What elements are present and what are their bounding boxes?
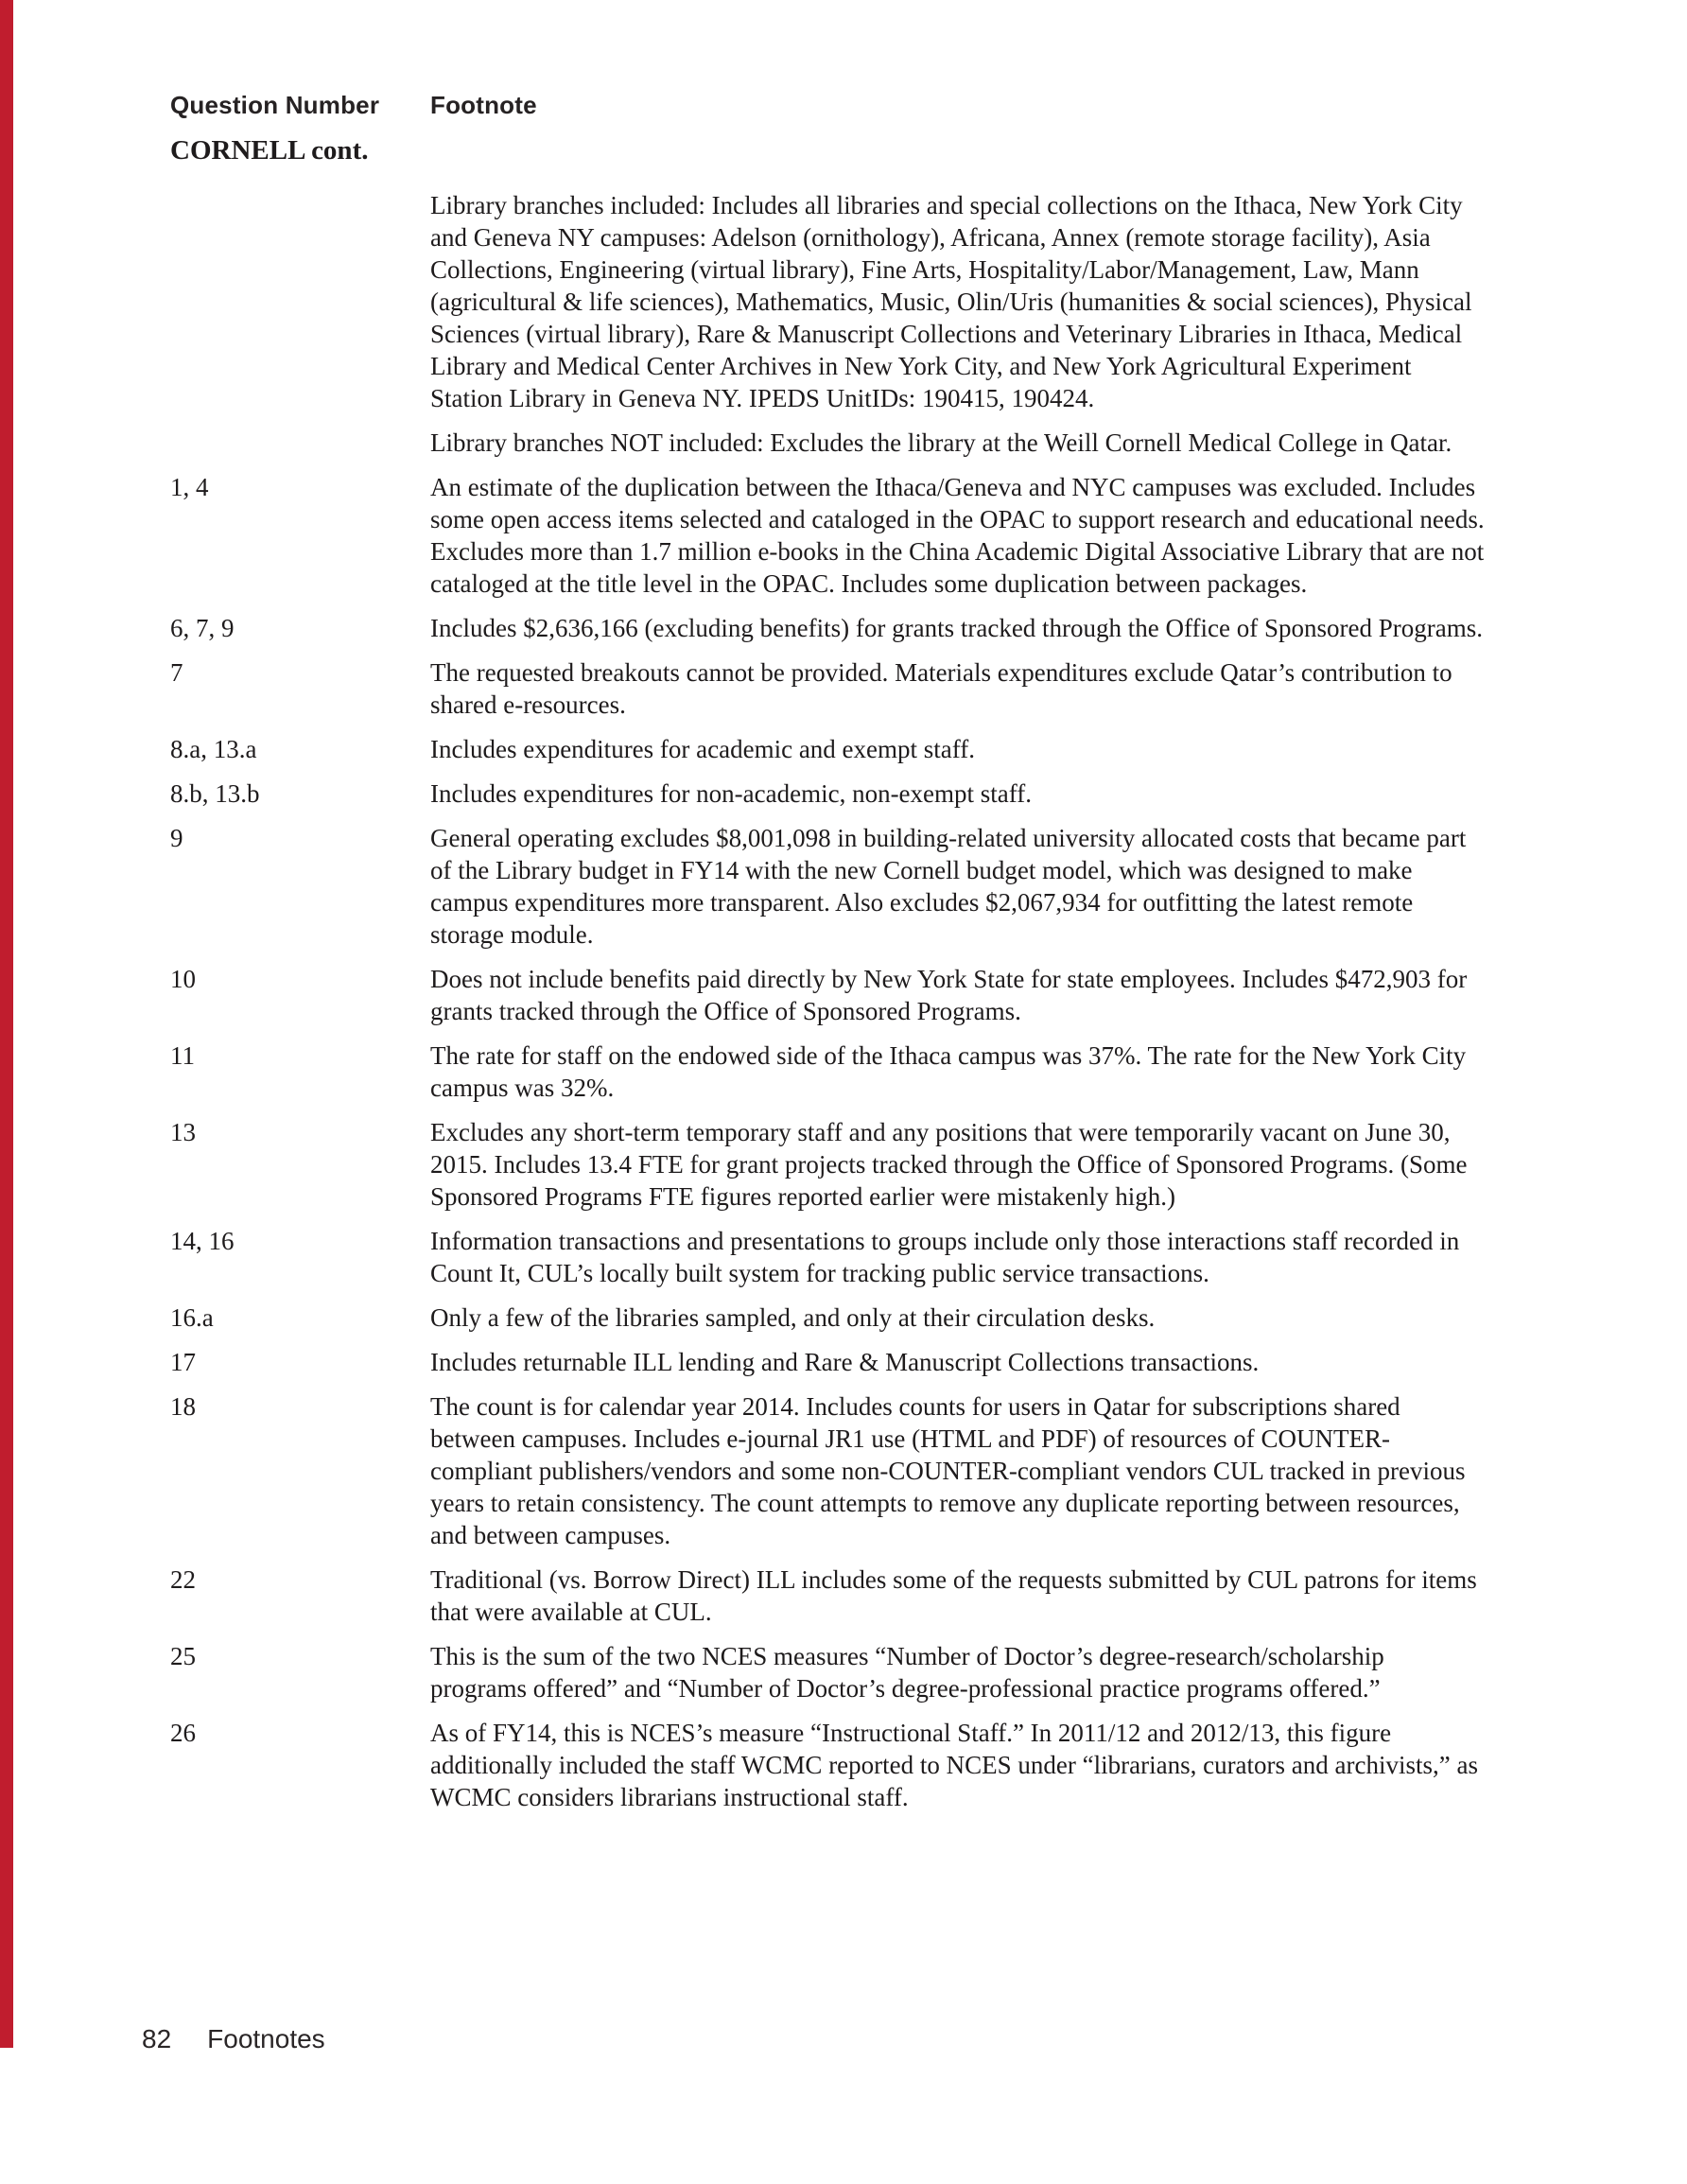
question-number-cell: 13: [170, 1118, 196, 1146]
footnote-text: As of FY14, this is NCES’s measure “Instructional Staff.” In 2011/12 and 2012/13, this figure additionally included the staff WCMC reported to NCES under “librarians, curators and archivists,” as WCMC considers librarians instructional staff.: [430, 1719, 1478, 1811]
footnote-text: Excludes any short-term temporary staff and any positions that were temporarily vacant on June 30, 2015. Includes 13.4 FTE for grant projects tracked through the Office of Sponsored Programs. (Some Sponsored Programs FTE figures reported earlier were mistakenly high.): [430, 1118, 1468, 1211]
footnote-header: Footnote: [430, 91, 537, 119]
question-number-cell: 6, 7, 9: [170, 614, 235, 642]
footnote-text: This is the sum of the two NCES measures “Number of Doctor’s degree-research/scholarship programs offered” and “Number of Doctor’s degree-professional practice programs offered.”: [430, 1642, 1384, 1703]
section-title: CORNELL cont.: [170, 135, 369, 166]
question-number-cell: [170, 427, 430, 459]
footnote-row: [170, 822, 1494, 951]
question-number-cell: 11: [170, 1041, 195, 1070]
footnotes-content: [170, 91, 1494, 1826]
footnote-row: [170, 656, 1494, 721]
footnote-text: Library branches NOT included: Excludes the library at the Weill Cornell Medical College in Qatar.: [430, 428, 1452, 457]
footnote-text: Includes $2,636,166 (excluding benefits) for grants tracked through the Office of Sponsored Programs.: [430, 614, 1483, 642]
footnote-row: [170, 963, 1494, 1027]
footnote-row: [170, 1116, 1494, 1213]
question-number-cell: 17: [170, 1348, 196, 1376]
footnote-row: [170, 189, 1494, 414]
question-number-cell: 16.a: [170, 1303, 214, 1332]
footnote-text: General operating excludes $8,001,098 in building-related university allocated costs that became part of the Library budget in FY14 with the new Cornell budget model, which was designed to make campus expenditures more transparent. Also excludes $2,067,934 for outfitting the latest remote storage module.: [430, 824, 1467, 949]
footnote-text: Library branches included: Includes all libraries and special collections on the Ithaca, New York City and Geneva NY campuses: Adelson (ornithology), Africana, Annex (remote storage facility), Asia Collections, Engineering (virtual library), Fine Arts, Hospitality/Labor/Management, Law, Mann (agricultural & life sciences), Mathematics, Music, Olin/Uris (humanities & social sciences), Physical Sciences (virtual library), Rare & Manuscript Collections and Veterinary Libraries in Ithaca, Medical Library and Medical Center Archives in New York City, and New York Agricultural Experiment Station Library in Geneva NY. IPEDS UnitIDs: 190415, 190424.: [430, 191, 1472, 412]
question-number-cell: [170, 189, 430, 414]
footnote-row: [170, 471, 1494, 600]
question-number-cell: 26: [170, 1719, 196, 1747]
footnote-row: [170, 1390, 1494, 1551]
footnote-text: Includes expenditures for academic and exempt staff.: [430, 735, 976, 763]
question-number-cell: 8.a, 13.a: [170, 735, 257, 763]
footnote-row: [170, 1640, 1494, 1704]
footnote-row: [170, 778, 1494, 810]
spine-accent-bar: [0, 0, 13, 2048]
footnote-text: The requested breakouts cannot be provided. Materials expenditures exclude Qatar’s contribution to shared e-resources.: [430, 658, 1452, 719]
footnote-text: The rate for staff on the endowed side of the Ithaca campus was 37%. The rate for the New York City campus was 32%.: [430, 1041, 1467, 1102]
question-number-cell: 18: [170, 1392, 196, 1421]
footnote-row: [170, 1717, 1494, 1813]
footnote-text: Includes expenditures for non-academic, non-exempt staff.: [430, 779, 1033, 808]
question-number-cell: 8.b, 13.b: [170, 779, 260, 808]
footnote-text: The count is for calendar year 2014. Includes counts for users in Qatar for subscriptions shared between campuses. Includes e-journal JR1 use (HTML and PDF) of resources of COUNTER-compliant publishers/vendors and some non-COUNTER-compliant vendors CUL tracked in previous years to retain consistency. The count attempts to remove any duplicate reporting between resources, and between campuses.: [430, 1392, 1466, 1549]
question-number-cell: 10: [170, 965, 196, 993]
question-number-cell: 1, 4: [170, 473, 209, 501]
footnote-row: [170, 733, 1494, 765]
question-number-cell: 7: [170, 658, 183, 687]
footnote-row: [170, 427, 1494, 459]
page-number: 82: [142, 2024, 172, 2053]
footnote-text: Includes returnable ILL lending and Rare & Manuscript Collections transactions.: [430, 1348, 1260, 1376]
question-number-header: Question Number: [170, 91, 380, 119]
footer-section-label: Footnotes: [207, 2024, 325, 2053]
footnote-row: [170, 1302, 1494, 1334]
footnote-text: An estimate of the duplication between the Ithaca/Geneva and NYC campuses was excluded. Includes some open access items selected and cataloged in the OPAC to support research and educational needs. Excludes more than 1.7 million e-books in the China Academic Digital Associative Library that are not cataloged at the title level in the OPAC. Includes some duplication between packages.: [430, 473, 1485, 598]
column-headers: [170, 91, 1494, 120]
footnote-text: Does not include benefits paid directly by New York State for state employees. Includes $472,903 for grants tracked through the Office of Sponsored Programs.: [430, 965, 1468, 1025]
footnote-text: Information transactions and presentations to groups include only those interactions staff recorded in Count It, CUL’s locally built system for tracking public service transactions.: [430, 1227, 1460, 1287]
question-number-cell: 25: [170, 1642, 196, 1670]
footnote-row: [170, 612, 1494, 644]
question-number-cell: 14, 16: [170, 1227, 235, 1255]
footnote-row: [170, 1040, 1494, 1104]
footnote-row: [170, 1564, 1494, 1628]
footnote-text: Traditional (vs. Borrow Direct) ILL includes some of the requests submitted by CUL patrons for items that were available at CUL.: [430, 1565, 1477, 1626]
question-number-cell: 9: [170, 824, 183, 852]
footnote-row: [170, 1225, 1494, 1289]
footnotes-list: [170, 189, 1494, 1813]
footnote-row: [170, 1346, 1494, 1378]
footnote-text: Only a few of the libraries sampled, and only at their circulation desks.: [430, 1303, 1156, 1332]
page-footer: [142, 2024, 325, 2054]
question-number-cell: 22: [170, 1565, 196, 1594]
